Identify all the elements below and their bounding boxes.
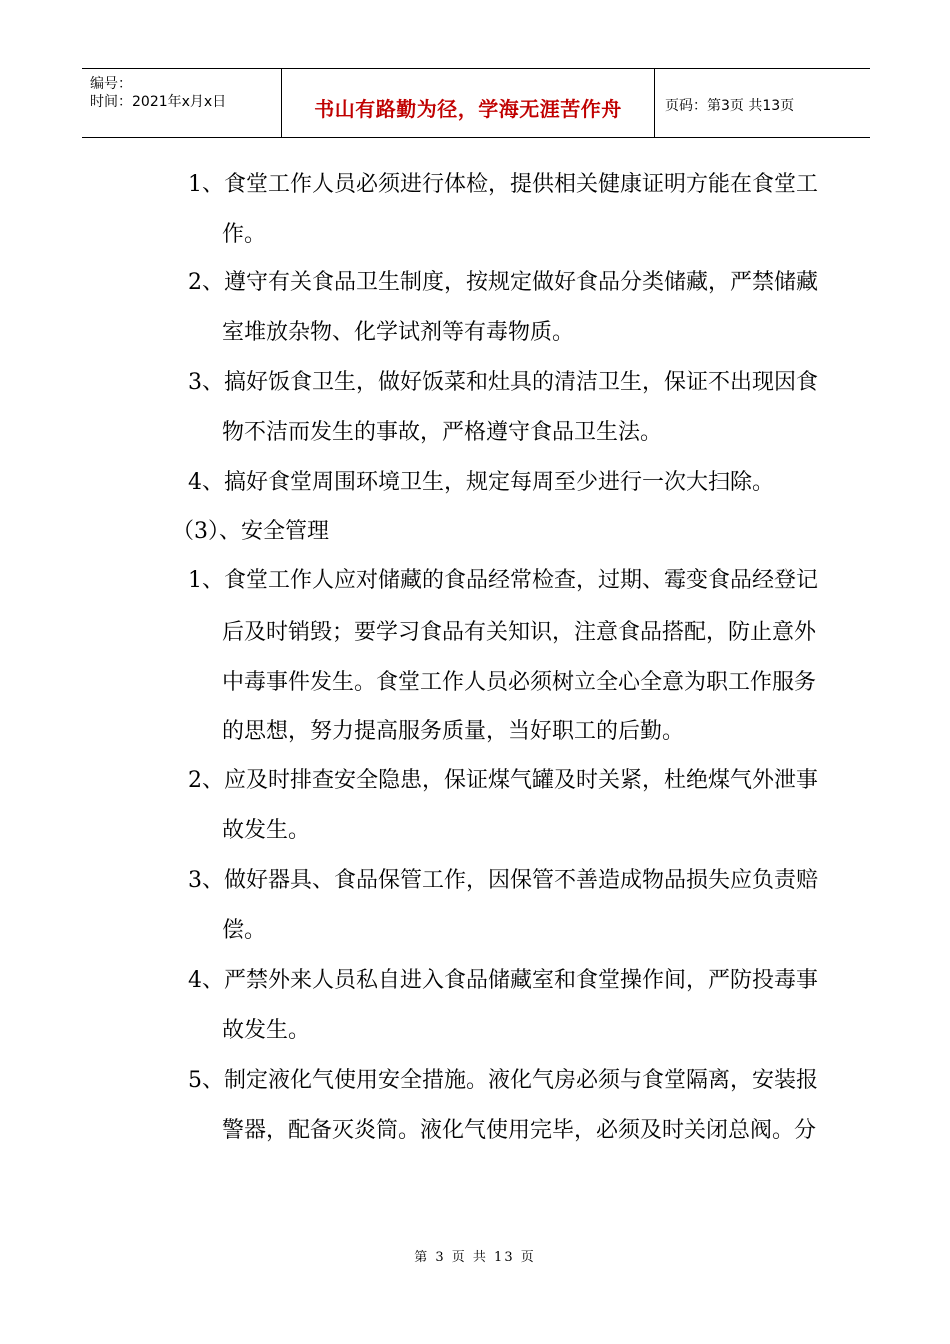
text-line: 4、严禁外来人员私自进入食品储藏室和食堂操作间，严防投毒事 bbox=[188, 968, 818, 993]
text-line: 物不洁而发生的事故，严格遵守食品卫生法。 bbox=[222, 420, 663, 445]
text-line: 2、遵守有关食品卫生制度，按规定做好食品分类储藏，严禁储藏 bbox=[188, 270, 818, 295]
text-line: 4、搞好食堂周围环境卫生，规定每周至少进行一次大扫除。 bbox=[188, 470, 774, 495]
text-line: 2、应及时排查安全隐患，保证煤气罐及时关紧，杜绝煤气外泄事 bbox=[188, 768, 818, 793]
header-info-cell bbox=[82, 69, 282, 137]
text-line: 故发生。 bbox=[222, 1018, 311, 1043]
text-line: 中毒事件发生。食堂工作人员必须树立全心全意为职工作服务 bbox=[222, 670, 817, 695]
document-number-label: 编号： bbox=[90, 76, 132, 92]
header-page-cell bbox=[655, 69, 870, 137]
text-line: 作。 bbox=[222, 222, 267, 247]
page-header bbox=[82, 68, 870, 138]
text-line: 警器，配备灭炎筒。液化气使用完毕，必须及时关闭总阀。分 bbox=[222, 1118, 817, 1143]
text-line: 1、食堂工作人员必须进行体检，提供相关健康证明方能在食堂工 bbox=[188, 172, 818, 197]
text-line: 后及时销毁；要学习食品有关知识，注意食品搭配，防止意外 bbox=[222, 620, 817, 645]
text-line: 偿。 bbox=[222, 918, 267, 943]
page-footer: 第 3 页 共 13 页 bbox=[414, 1250, 536, 1265]
text-line: 的思想，努力提高服务质量，当好职工的后勤。 bbox=[222, 719, 685, 744]
section-heading: （3）、安全管理 bbox=[172, 519, 329, 544]
header-motto-cell bbox=[282, 69, 655, 137]
text-line: 3、搞好饭食卫生，做好饭菜和灶具的清洁卫生，保证不出现因食 bbox=[188, 370, 818, 395]
header-motto: 书山有路勤为径，学海无涯苦作舟 bbox=[314, 97, 622, 121]
text-line: 5、制定液化气使用安全措施。液化气房必须与食堂隔离，安装报 bbox=[188, 1068, 818, 1093]
text-line: 3、做好器具、食品保管工作，因保管不善造成物品损失应负责赔 bbox=[188, 868, 818, 893]
text-line: 1、食堂工作人应对储藏的食品经常检查，过期、霉变食品经登记 bbox=[188, 568, 818, 593]
text-line: 室堆放杂物、化学试剂等有毒物质。 bbox=[222, 320, 575, 345]
header-page-label: 页码：第3页 共13页 bbox=[665, 98, 795, 114]
document-time-label: 时间：2021年x月x日 bbox=[90, 94, 227, 110]
text-line: 故发生。 bbox=[222, 818, 311, 843]
